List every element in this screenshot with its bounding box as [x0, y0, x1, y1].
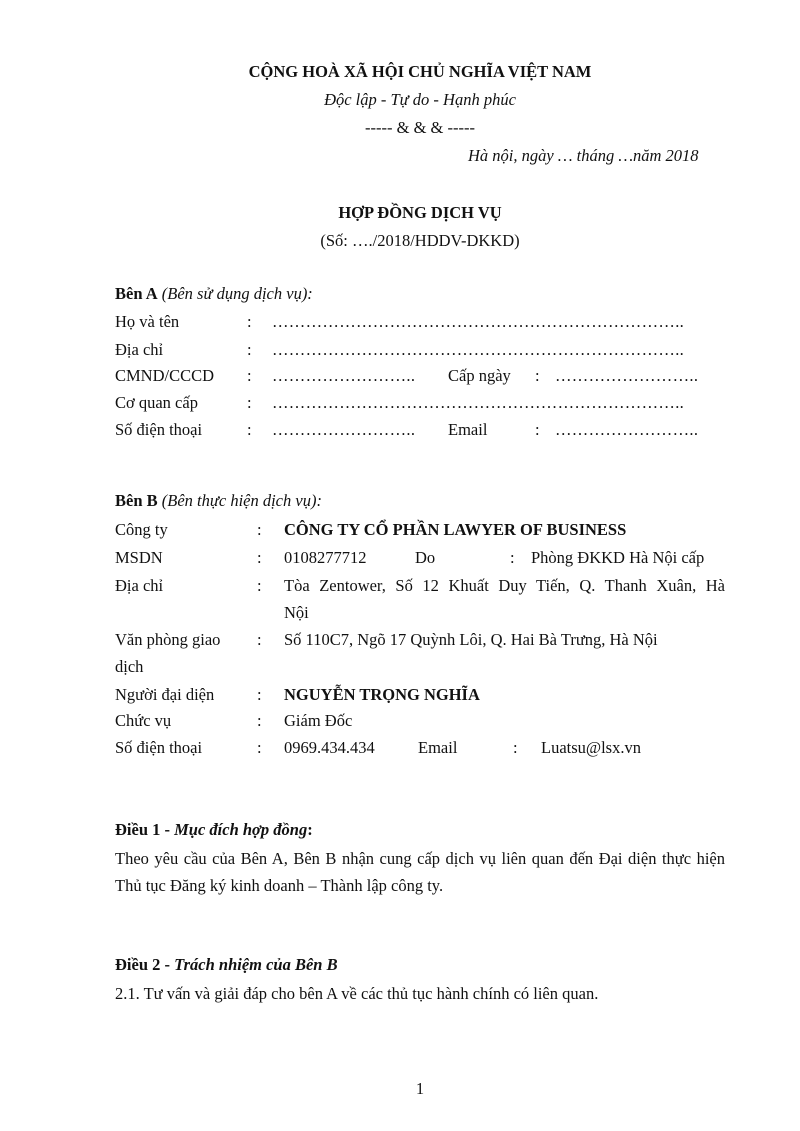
- party-b-company-value: CÔNG TY CỔ PHẦN LAWYER OF BUSINESS: [284, 520, 627, 539]
- party-b-msdn-colon: :: [257, 548, 262, 567]
- party-b-issued-by-label: Do: [415, 548, 436, 567]
- party-b-address-line1: Tòa Zentower, Số 12 Khuất Duy Tiến, Q. Thanh Xuân, Hà: [284, 576, 725, 595]
- article-1-heading: [115, 820, 313, 840]
- party-b-heading-desc: (Bên thực hiện dịch vụ):: [157, 491, 322, 510]
- party-b-company-colon: :: [257, 520, 262, 539]
- party-b-msdn-label: MSDN: [115, 548, 163, 567]
- party-a-heading: [115, 284, 313, 304]
- party-a-id-label: CMND/CCCD: [115, 366, 215, 385]
- article-2-title: Trách nhiệm của Bên B: [174, 955, 338, 974]
- contract-title: HỢP ĐỒNG DỊCH VỤ: [338, 203, 502, 222]
- date-line: Hà nội, ngày … tháng …năm 2018: [468, 146, 699, 165]
- party-a-issue-date-colon: :: [535, 366, 540, 385]
- party-a-address-colon: :: [247, 340, 252, 359]
- party-b-issued-by-colon: :: [510, 548, 515, 567]
- party-a-heading-label: Bên A: [115, 284, 158, 303]
- contract-number: (Số: …./2018/HDDV-DKKD): [320, 231, 520, 250]
- party-a-issuer-blank: ………………………………………………………………..: [272, 393, 685, 412]
- party-a-issue-date-label: Cấp ngày: [448, 366, 511, 385]
- party-a-name-colon: :: [247, 312, 252, 331]
- party-b-office-colon: :: [257, 630, 262, 649]
- party-b-email-value: Luatsu@lsx.vn: [541, 738, 641, 757]
- party-a-issuer-label: Cơ quan cấp: [115, 393, 198, 412]
- party-a-heading-desc: (Bên sử dụng dịch vụ):: [157, 284, 313, 303]
- party-b-heading: [115, 491, 322, 511]
- party-b-office-value: Số 110C7, Ngõ 17 Quỳnh Lôi, Q. Hai Bà Trưng, Hà Nội: [284, 630, 658, 649]
- party-b-office-label-line1: Văn phòng giao: [115, 630, 221, 649]
- party-a-address-blank: ………………………………………………………………..: [272, 340, 685, 359]
- party-b-rep-value: NGUYỄN TRỌNG NGHĨA: [284, 685, 480, 704]
- article-2-heading: [115, 955, 338, 975]
- party-a-name-label: Họ và tên: [115, 312, 180, 331]
- page-number: 1: [415, 1079, 425, 1098]
- party-b-address-line2: Nội: [284, 603, 309, 622]
- national-title: CỘNG HOÀ XÃ HỘI CHỦ NGHĨA VIỆT NAM: [248, 62, 592, 81]
- party-b-phone-colon: :: [257, 738, 262, 757]
- party-a-issuer-colon: :: [247, 393, 252, 412]
- party-a-email-colon: :: [535, 420, 540, 439]
- party-a-id-blank: ……………………..: [272, 366, 416, 385]
- party-b-address-label: Địa chỉ: [115, 576, 164, 595]
- party-b-phone-label: Số điện thoại: [115, 738, 203, 757]
- party-b-position-label: Chức vụ: [115, 711, 172, 730]
- article-1-body: Theo yêu cầu của Bên A, Bên B nhận cung cấp dịch vụ liên quan đến Đại diện thực hiện Thủ tục Đăng ký kinh doanh – Thành lập công ty.: [115, 849, 725, 895]
- party-b-email-colon: :: [513, 738, 518, 757]
- party-b-issued-by-value: Phòng ĐKKD Hà Nội cấp: [531, 548, 705, 567]
- party-a-name-blank: ………………………………………………………………..: [272, 312, 685, 331]
- party-b-heading-label: Bên B: [115, 491, 158, 510]
- party-b-position-value: Giám Đốc: [284, 711, 353, 730]
- party-b-email-label: Email: [418, 738, 458, 757]
- article-1-title: Mục đích hợp đồng: [174, 820, 308, 839]
- party-b-address-colon: :: [257, 576, 262, 595]
- article-2-number: Điều 2 -: [115, 955, 175, 974]
- party-b-msdn-value: 0108277712: [284, 548, 367, 567]
- article-1-number: Điều 1 -: [115, 820, 175, 839]
- party-a-email-blank: ……………………..: [555, 420, 699, 439]
- party-b-position-colon: :: [257, 711, 262, 730]
- article-1-colon: :: [307, 820, 313, 839]
- party-b-rep-label: Người đại diện: [115, 685, 215, 704]
- national-motto: Độc lập - Tự do - Hạnh phúc: [324, 90, 516, 109]
- article-2-item-1: 2.1. Tư vấn và giải đáp cho bên A về các thủ tục hành chính có liên quan.: [115, 984, 599, 1003]
- party-b-office-label-line2: dịch: [115, 657, 144, 676]
- party-a-phone-blank: ……………………..: [272, 420, 416, 439]
- party-a-email-label: Email: [448, 420, 488, 439]
- party-a-phone-label: Số điện thoại: [115, 420, 203, 439]
- party-b-rep-colon: :: [257, 685, 262, 704]
- party-b-company-label: Công ty: [115, 520, 168, 539]
- party-a-id-colon: :: [247, 366, 252, 385]
- party-a-address-label: Địa chỉ: [115, 340, 164, 359]
- party-a-issue-date-blank: ……………………..: [555, 366, 699, 385]
- party-b-phone-value: 0969.434.434: [284, 738, 375, 757]
- header-separator: ----- & & & -----: [365, 118, 475, 137]
- party-a-phone-colon: :: [247, 420, 252, 439]
